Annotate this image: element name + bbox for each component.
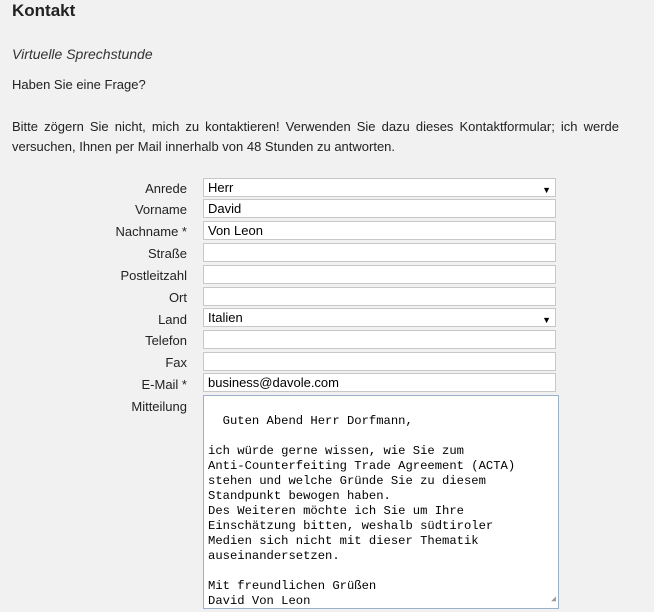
mitteilung-label: Mitteilung bbox=[131, 399, 187, 414]
chevron-down-icon: ▼ bbox=[542, 185, 551, 195]
ort-label: Ort bbox=[168, 290, 187, 305]
land-value: Italien bbox=[208, 310, 243, 325]
chevron-down-icon: ▼ bbox=[542, 315, 551, 325]
nachname-label: Nachname * bbox=[115, 224, 187, 239]
question-text: Haben Sie eine Frage? bbox=[12, 77, 146, 92]
plz-input[interactable] bbox=[203, 265, 556, 284]
telefon-label: Telefon bbox=[145, 333, 187, 348]
telefon-input[interactable] bbox=[203, 330, 556, 349]
intro-text: Bitte zögern Sie nicht, mich zu kontaktieren! Verwenden Sie dazu dieses Kontaktformular; ich werde versuchen, Ihnen per Mail innerhalb von 48 Stunden zu antworten. bbox=[12, 119, 619, 154]
strasse-label: Straße bbox=[147, 246, 187, 261]
anrede-label: Anrede bbox=[145, 181, 187, 196]
fax-input[interactable] bbox=[203, 352, 556, 371]
mitteilung-text: Guten Abend Herr Dorfmann, ich würde gerne wissen, wie Sie zum Anti-Counterfeiting Trade Agreement (ACTA) stehen und welche Gründe Sie zu diesem Standpunkt bewogen haben. Des Weiteren möchte ich Sie um Ihre Einschätzung bitten, weshalb südtiroler Medien sich nicht mit dieser Thematik auseinandersetzen. Mit freundlichen Grüßen David Von Leon bbox=[208, 414, 516, 608]
email-input[interactable]: business@davole.com bbox=[203, 373, 556, 392]
vorname-input[interactable]: David bbox=[203, 199, 556, 218]
land-select[interactable] bbox=[203, 308, 556, 327]
email-label: E-Mail * bbox=[141, 377, 187, 392]
strasse-input[interactable] bbox=[203, 243, 556, 262]
page-subtitle: Virtuelle Sprechstunde bbox=[12, 46, 153, 62]
vorname-label: Vorname bbox=[134, 202, 187, 217]
nachname-input[interactable]: Von Leon bbox=[203, 221, 556, 240]
anrede-value: Herr bbox=[208, 180, 234, 195]
land-label: Land bbox=[158, 312, 187, 327]
resize-grip-icon[interactable]: ◢ bbox=[551, 595, 556, 604]
plz-label: Postleitzahl bbox=[120, 268, 187, 283]
anrede-select[interactable] bbox=[203, 178, 556, 197]
page-title: Kontakt bbox=[12, 1, 76, 20]
mitteilung-textarea[interactable] bbox=[203, 395, 559, 609]
ort-input[interactable] bbox=[203, 287, 556, 306]
fax-label: Fax bbox=[165, 355, 187, 370]
